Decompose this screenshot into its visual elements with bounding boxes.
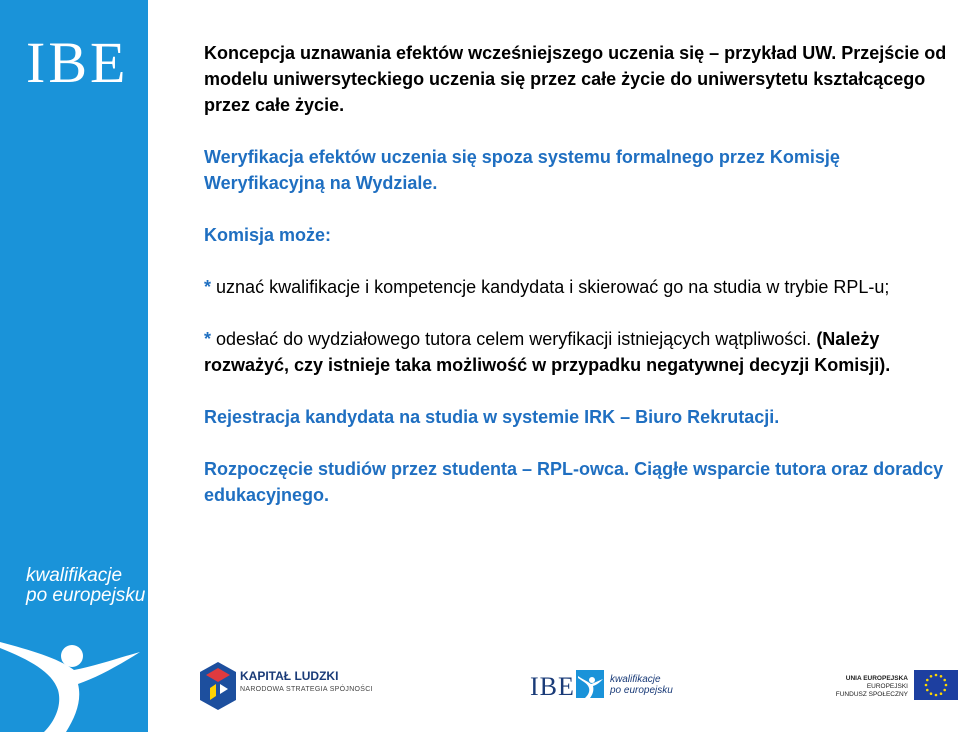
ibe-footer-tag1: kwalifikacje — [610, 674, 661, 685]
commission-heading: Komisja może: — [204, 225, 332, 245]
eu-flag-icon — [914, 670, 958, 700]
bullet-marker: * — [204, 329, 212, 349]
eu-caption — [822, 675, 908, 699]
kapital-ludzki-subtitle: NARODOWA STRATEGIA SPÓJNOŚCI — [240, 686, 373, 693]
eu-line2: EUROPEJSKI — [866, 683, 908, 690]
footer-logos — [148, 650, 959, 732]
verification-paragraph: Weryfikacja efektów uczenia się spoza systemu formalnego przez Komisję Weryfikacyjną na Wydziale. — [204, 147, 840, 193]
slide-content — [204, 40, 949, 508]
studies-start-paragraph: Rozpoczęcie studiów przez studenta – RPL-owca. Ciągłe wsparcie tutora oraz doradcy edukacyjnego. — [204, 459, 944, 505]
ibe-logo: IBE — [26, 30, 129, 95]
registration-paragraph: Rejestracja kandydata na studia w systemie IRK – Biuro Rekrutacji. — [204, 407, 780, 427]
eu-line1: UNIA EUROPEJSKA — [845, 675, 908, 682]
tagline-line2: po europejsku — [26, 585, 146, 606]
bullet-marker: * — [204, 277, 212, 297]
sidebar-tagline — [26, 566, 145, 606]
ibe-footer-tagline — [610, 674, 673, 696]
kapital-ludzki-logo-icon — [200, 662, 236, 710]
eu-line3: FUNDUSZ SPOŁECZNY — [835, 691, 908, 698]
bullet-item — [204, 274, 949, 300]
bullet-text: uznać kwalifikacje i kompetencje kandydata i skierować go na studia w trybie RPL-u; — [216, 277, 890, 297]
bullet-item — [204, 326, 949, 378]
ibe-footer-tag2: po europejsku — [610, 685, 673, 696]
sidebar — [0, 0, 148, 732]
ibe-footer-logo: IBE — [530, 672, 575, 701]
intro-paragraph: Koncepcja uznawania efektów wcześniejszego uczenia się – przykład UW. Przejście od modelu uniwersyteckiego uczenia się przez całe życie do uniwersytetu kształcącego przez całe życie. — [204, 43, 947, 115]
ibe-figure-icon — [576, 670, 604, 698]
person-figure-icon — [0, 608, 148, 732]
bullet-text: odesłać do wydziałowego tutora celem weryfikacji istniejących wątpliwości. — [216, 329, 812, 349]
bullet-note: (Należy rozważyć, czy istnieje taka możliwość w przypadku negatywnej decyzji Komisji). — [204, 329, 891, 375]
kapital-ludzki-title: KAPITAŁ LUDZKI — [240, 669, 339, 683]
tagline-line1: kwalifikacje — [26, 565, 123, 586]
